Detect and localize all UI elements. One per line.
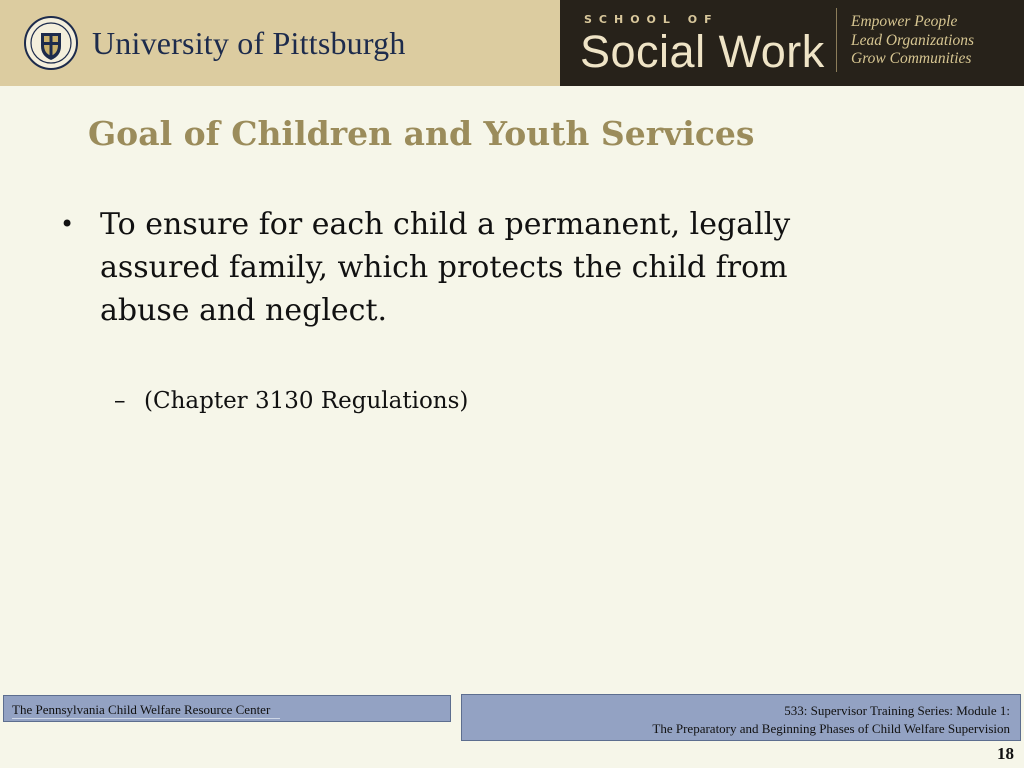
school-name: Social Work (580, 26, 825, 77)
slide-header (0, 0, 1024, 86)
school-taglines (851, 13, 974, 69)
sub-bullet-marker: – (114, 388, 126, 414)
page-number: 18 (997, 744, 1014, 763)
footer-course-line-2: The Preparatory and Beginning Phases of Child Welfare Supervision (652, 721, 1010, 736)
tagline-3: Grow Communities (851, 50, 972, 67)
university-seal-icon (24, 16, 78, 70)
footer-course-line-1: 533: Supervisor Training Series: Module 1: (784, 703, 1010, 718)
sub-bullet-text: (Chapter 3130 Regulations) (144, 388, 469, 414)
footer-right-box (461, 694, 1021, 741)
footer-organization: The Pennsylvania Child Welfare Resource Center (12, 702, 280, 719)
banner-divider (836, 8, 837, 72)
university-name: University of Pittsburgh (92, 25, 406, 61)
school-of-label: SCHOOL OF (584, 13, 719, 26)
bullet-text: To ensure for each child a permanent, legally assured family, which protects the child from abuse and neglect. (100, 207, 791, 328)
footer-left-box (3, 695, 451, 722)
tagline-1: Empower People (851, 13, 958, 30)
slide-title: Goal of Children and Youth Services (88, 114, 755, 153)
tagline-2: Lead Organizations (851, 31, 975, 49)
university-banner (0, 0, 560, 86)
bullet-marker: • (60, 210, 75, 238)
sub-bullet-item (114, 388, 468, 414)
footer-course-info (652, 702, 1010, 738)
